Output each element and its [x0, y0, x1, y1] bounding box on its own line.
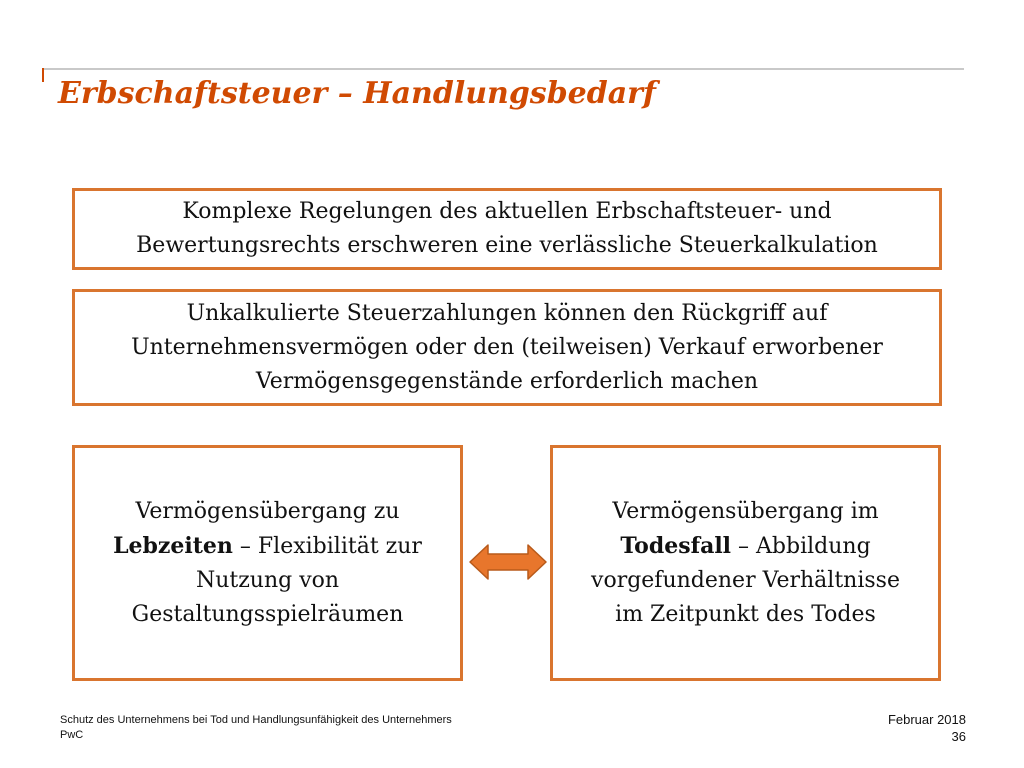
footer-subtitle: Schutz des Unternehmens bei Tod und Handlungsunfähigkeit des Unternehmers — [60, 714, 452, 726]
box-text-rest: – Flexibilität zur — [232, 533, 422, 559]
page-number: 36 — [951, 729, 966, 744]
header-rule — [42, 68, 964, 70]
info-box-unplanned-taxes — [72, 289, 942, 406]
info-box-complex-rules — [72, 188, 942, 270]
box-text-line — [591, 529, 900, 564]
box-keyword: Todesfall — [620, 532, 732, 559]
double-arrow-icon — [468, 542, 548, 582]
box-text-line: Vermögensgegenstände erforderlich machen — [255, 368, 759, 394]
footer-right — [888, 711, 966, 745]
box-text-line: im Zeitpunkt des Todes — [615, 601, 876, 627]
info-box-lifetime-transfer — [72, 445, 463, 681]
footer-brand: PwC — [60, 729, 84, 741]
info-box-death-transfer — [550, 445, 941, 681]
box-text-line: Nutzung von — [195, 567, 340, 593]
header-accent-tick — [42, 68, 44, 82]
box-text-line: Komplexe Regelungen des aktuellen Erbschaftsteuer- und — [182, 199, 832, 224]
box-text-line: Unkalkulierte Steuerzahlungen können den Rückgriff auf — [186, 300, 828, 326]
box-keyword: Lebzeiten — [113, 532, 233, 559]
box-text-line: Unternehmensvermögen oder den (teilweisen) Verkauf erworbener — [131, 334, 883, 360]
box-text-line: Gestaltungsspielräumen — [131, 601, 404, 627]
box-text-line — [113, 529, 422, 564]
footer-left — [60, 713, 452, 743]
box-text-line: Bewertungsrechts erschweren eine verlässliche Steuerkalkulation — [136, 233, 878, 258]
box-text-line: Vermögensübergang zu — [135, 498, 400, 524]
double-arrow-shape — [470, 545, 546, 579]
box-text-rest: – Abbildung — [731, 533, 871, 559]
slide-title: Erbschaftsteuer – Handlungsbedarf — [58, 76, 656, 111]
box-text-line: vorgefundener Verhältnisse — [591, 567, 900, 593]
box-text-line: Vermögensübergang im — [612, 498, 879, 524]
footer-date: Februar 2018 — [887, 712, 966, 727]
